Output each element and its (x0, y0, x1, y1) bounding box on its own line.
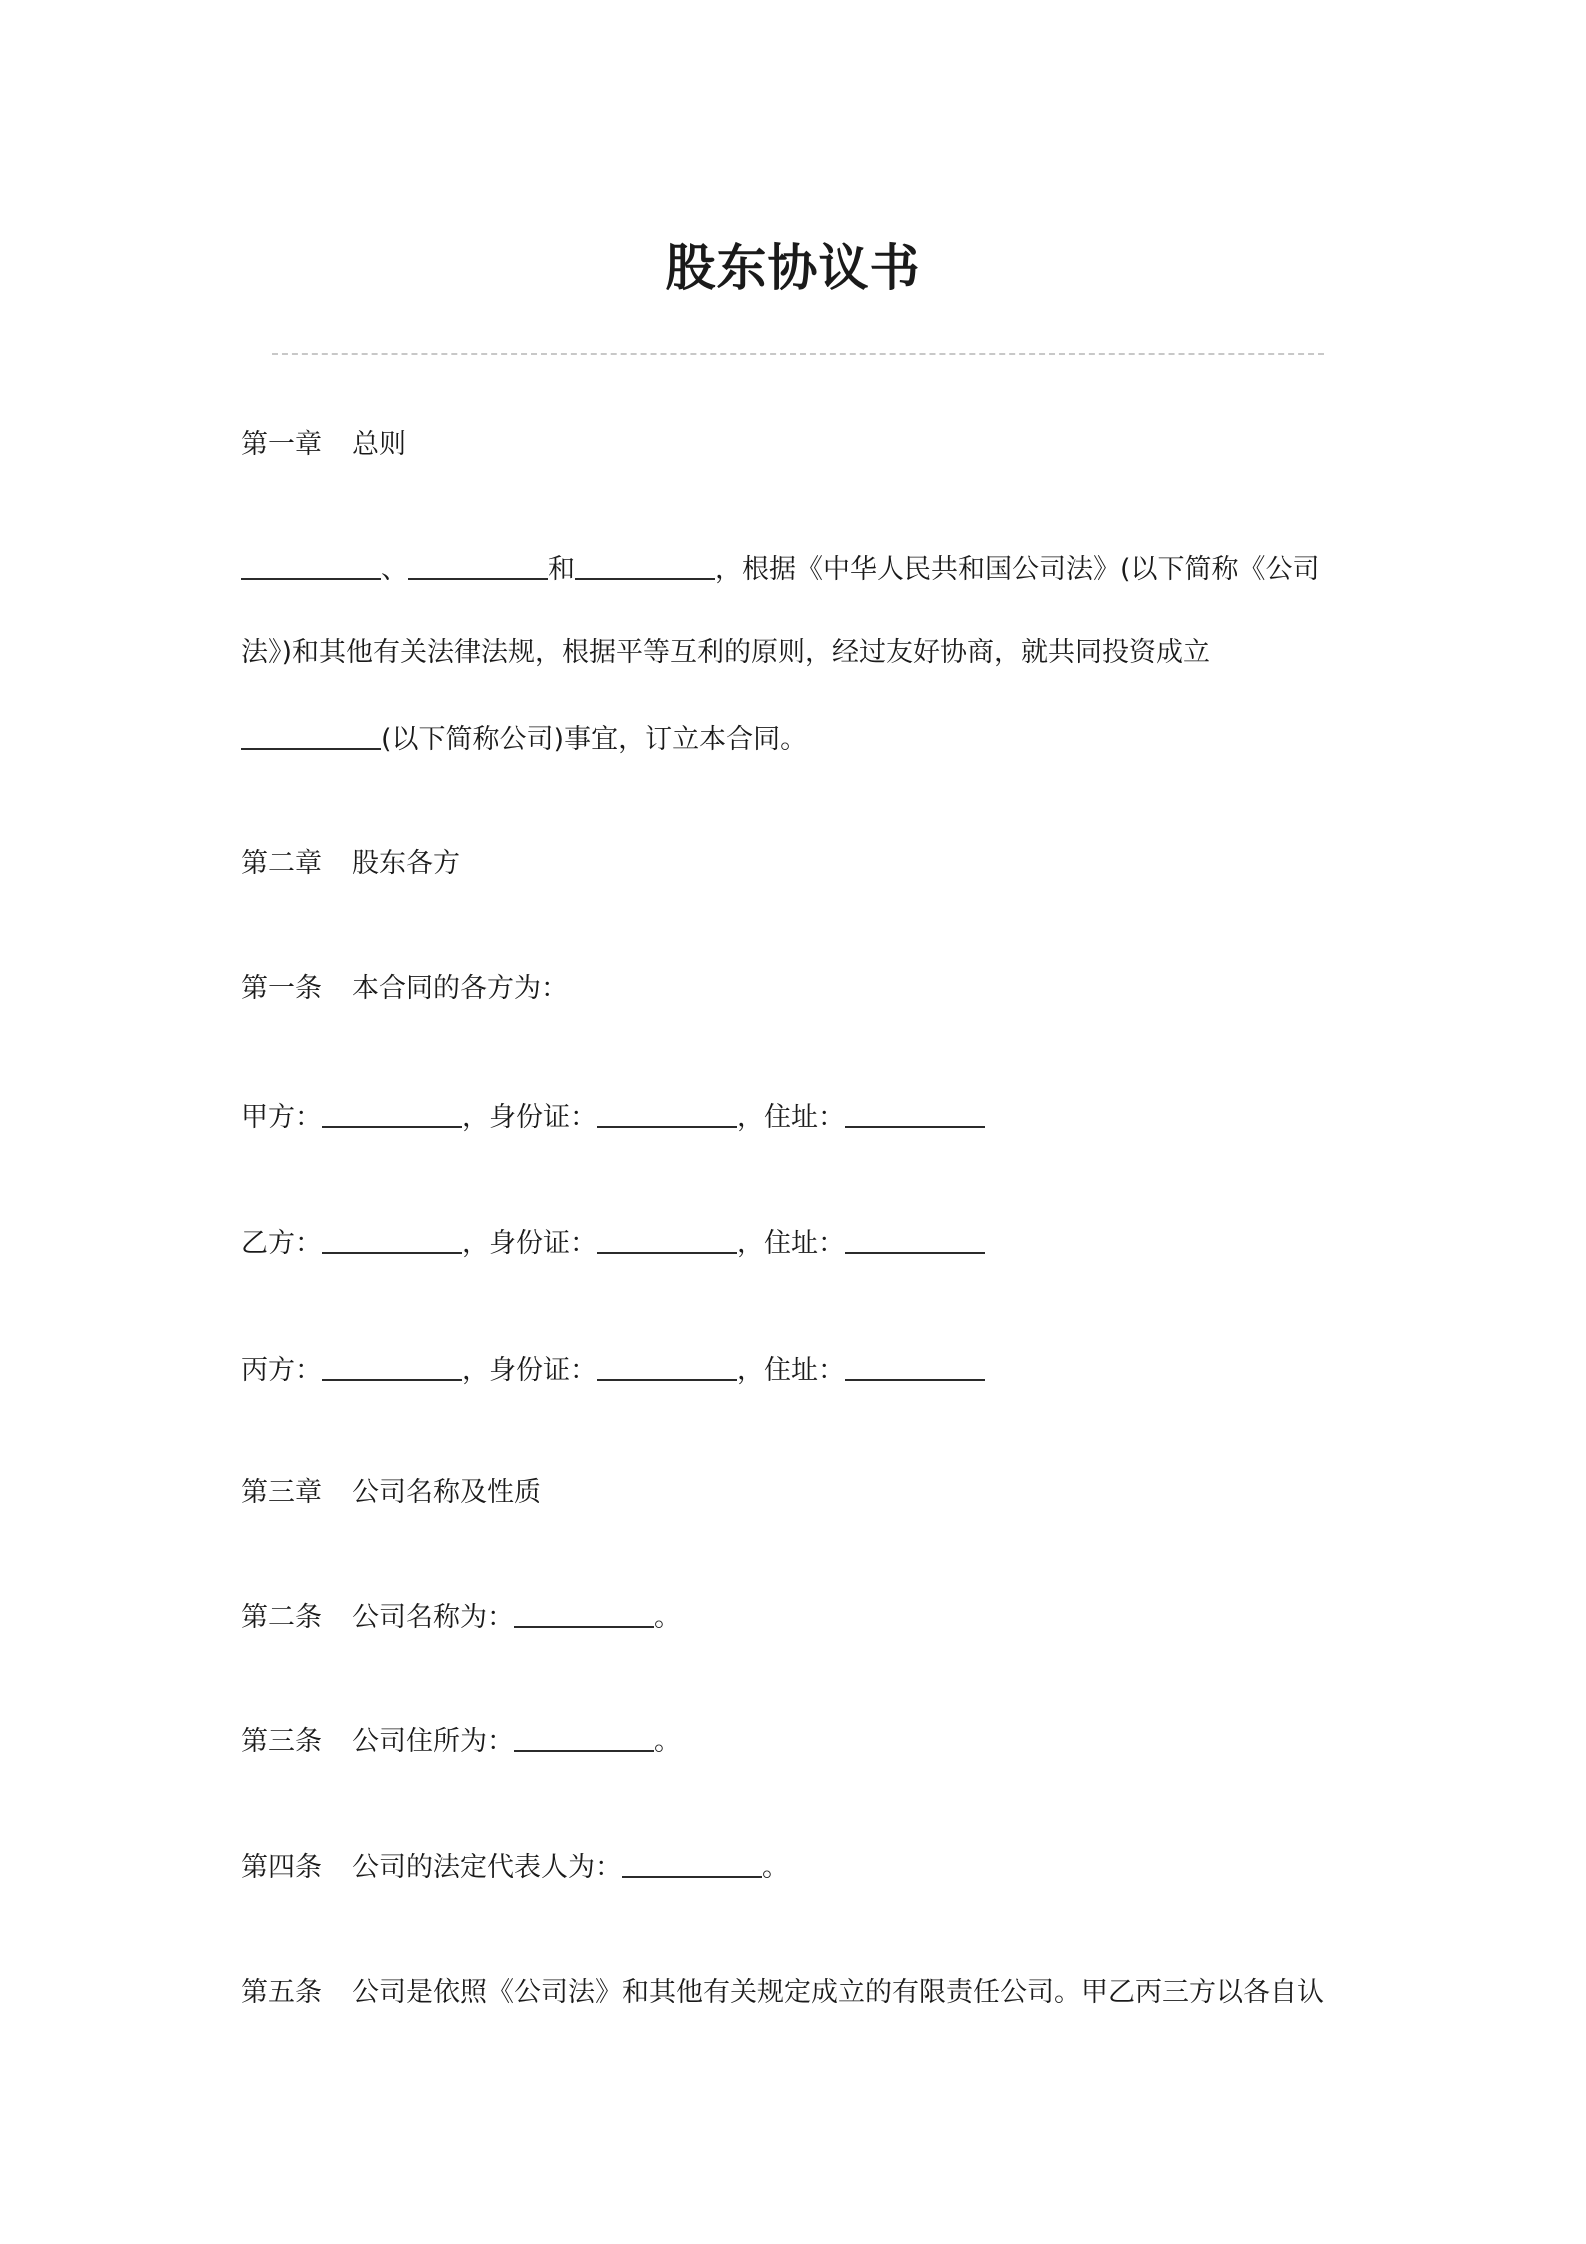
blank-shareholder-3 (575, 574, 715, 580)
article-3: 第三条 公司住所为： 。 (241, 1726, 681, 1757)
title-divider (272, 353, 1324, 355)
article-2-label: 第二条 (241, 1602, 322, 1633)
party-name: 乙方： (241, 1228, 322, 1259)
document-title: 股东协议书 (665, 239, 921, 297)
party-row: 乙方： ，身份证： ，住址： (241, 1224, 1351, 1264)
article-1 (241, 969, 1351, 1009)
blank-legal-representative-field (622, 1872, 762, 1878)
party-name: 丙方： (241, 1355, 322, 1386)
article-4-label: 第四条 (241, 1852, 322, 1883)
blank-party-name (322, 1375, 462, 1381)
article-3-label: 第三条 (241, 1726, 322, 1757)
chapter-1-name: 总则 (352, 429, 406, 460)
chapter-2-heading (241, 844, 1351, 884)
party-row: 甲方： ，身份证： ，住址： (241, 1098, 1351, 1138)
party-row: 丙方： ，身份证： ，住址： (241, 1351, 1351, 1391)
blank-company-name-field (514, 1622, 654, 1628)
blank-company-address-field (514, 1746, 654, 1752)
intro-line-1: 、 和 ，根据《中华人民共和国公司法》(以下简称《公司 (241, 550, 1351, 590)
chapter-3-heading (241, 1473, 1351, 1513)
chapter-2-name: 股东各方 (352, 848, 460, 879)
blank-party-id (597, 1122, 737, 1128)
article-5-text: 公司是依照《公司法》和其他有关规定成立的有限责任公司。甲乙丙三方以各自认 (352, 1977, 1324, 2008)
article-5-label: 第五条 (241, 1977, 322, 2008)
article-2: 第二条 公司名称为： 。 (241, 1602, 681, 1633)
blank-party-id (597, 1375, 737, 1381)
article-4: 第四条 公司的法定代表人为： 。 (241, 1852, 789, 1883)
chapter-2-label: 第二章 (241, 848, 322, 879)
chapter-3-name: 公司名称及性质 (352, 1477, 541, 1508)
blank-party-id (597, 1248, 737, 1254)
chapter-3-label: 第三章 (241, 1477, 322, 1508)
blank-party-name (322, 1248, 462, 1254)
blank-party-address (845, 1375, 985, 1381)
chapter-1-label: 第一章 (241, 429, 322, 460)
party-name: 甲方： (241, 1102, 322, 1133)
intro-line-2: 法》)和其他有关法律法规，根据平等互利的原则，经过友好协商，就共同投资成立 (241, 637, 1211, 668)
blank-company-name (241, 744, 381, 750)
article-4-text: 公司的法定代表人为： (352, 1852, 622, 1883)
blank-shareholder-2 (408, 574, 548, 580)
blank-party-name (322, 1122, 462, 1128)
article-2-text: 公司名称为： (352, 1602, 514, 1633)
article-3-text: 公司住所为： (352, 1726, 514, 1757)
intro-line-3: (以下简称公司)事宜，订立本合同。 (241, 720, 1351, 760)
blank-shareholder-1 (241, 574, 381, 580)
article-5 (241, 1973, 1351, 2013)
article-1-label: 第一条 (241, 973, 322, 1004)
article-1-text: 本合同的各方为： (352, 973, 568, 1004)
chapter-1-heading (241, 425, 1351, 465)
blank-party-address (845, 1122, 985, 1128)
blank-party-address (845, 1248, 985, 1254)
